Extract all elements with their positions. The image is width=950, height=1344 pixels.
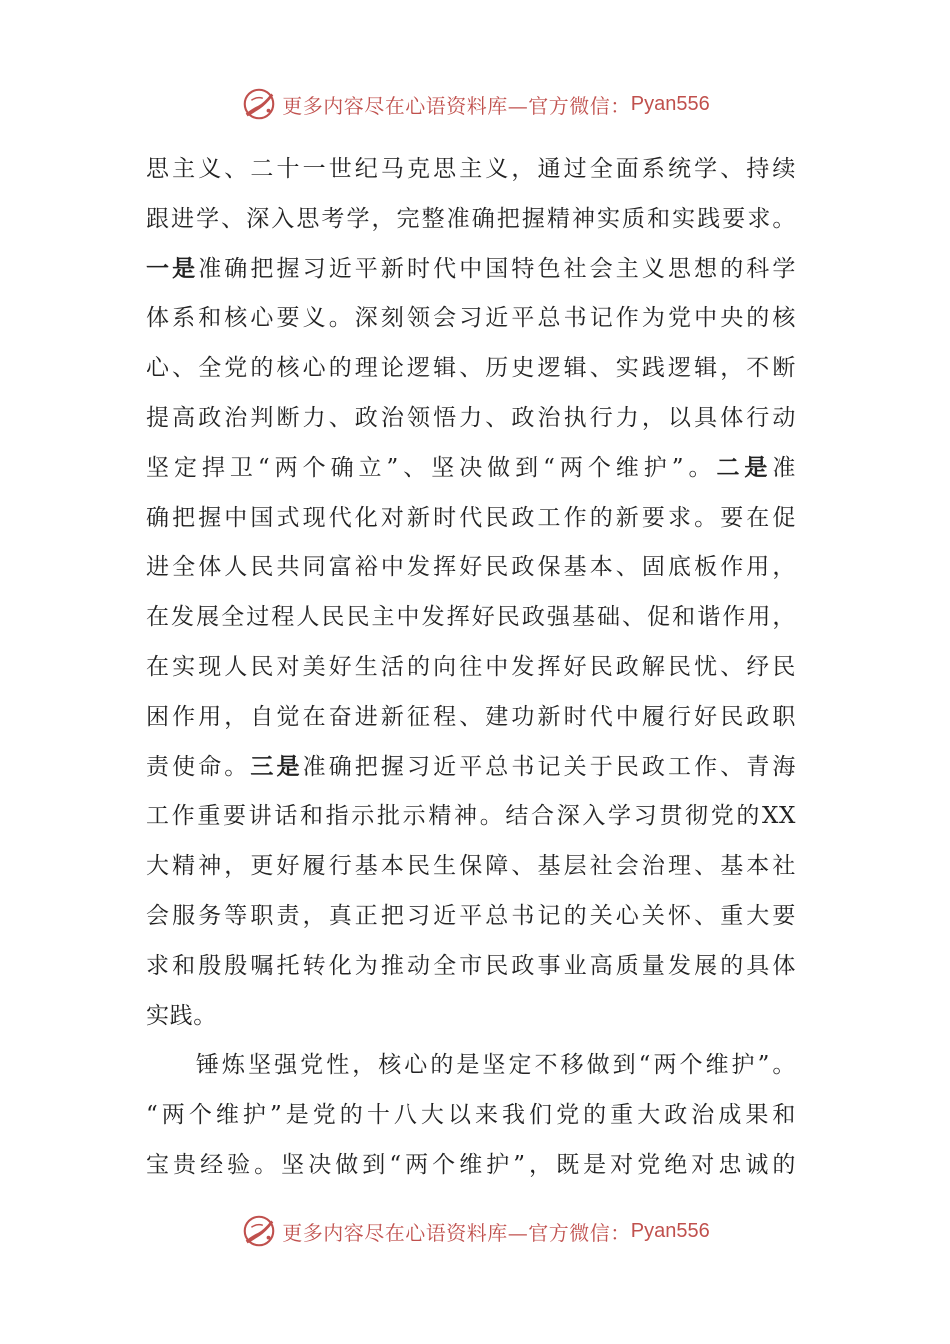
text-line <box>146 942 796 992</box>
text-line <box>146 444 796 494</box>
text-line <box>146 593 796 643</box>
text-segment: 提高政治判断力、政治领悟力、政治执行力，以具体行动 <box>146 404 796 431</box>
text-segment: 工作重要讲话和指示批示精神。结合深入学习贯彻党的XX <box>146 803 796 830</box>
header-banner-suffix: —官方微信： <box>507 93 631 118</box>
text-line <box>146 792 796 842</box>
text-line <box>146 195 796 245</box>
text-line <box>146 1141 796 1191</box>
text-line <box>146 394 796 444</box>
text-line <box>146 643 796 693</box>
footer-banner <box>0 1211 950 1251</box>
text-line <box>146 1041 796 1091</box>
text-segment: 会服务等职责，真正把习近平总书记的关心关怀、重大要 <box>146 902 796 929</box>
text-line <box>146 693 796 743</box>
text-line <box>146 494 796 544</box>
text-segment: 责使命。 <box>146 753 251 780</box>
header-banner <box>0 84 950 124</box>
text-line <box>146 245 796 295</box>
text-line <box>146 543 796 593</box>
text-line <box>146 892 796 942</box>
text-line <box>146 743 796 793</box>
text-segment: 宝贵经验。坚决做到“两个维护”，既是对党绝对忠诚的 <box>146 1151 796 1178</box>
text-segment: 在发展全过程人民民主中发挥好民政强基础、促和谐作用， <box>146 604 796 631</box>
footer-wechat-id: Pyan556 <box>630 1219 710 1242</box>
text-segment: 准确把握习近平总书记关于民政工作、青海 <box>302 753 796 780</box>
text-segment: 准确把握习近平新时代中国特色社会主义思想的科学 <box>198 255 796 282</box>
text-line <box>146 145 796 195</box>
text-segment: 锤炼坚强党性，核心的是坚定不移做到“两个维护”。 <box>196 1052 796 1079</box>
text-segment: 准 <box>772 454 797 481</box>
text-segment: 大精神，更好履行基本民生保障、基层社会治理、基本社 <box>146 853 796 880</box>
text-segment: 实践。 <box>146 1002 217 1029</box>
footer-banner-title: 更多内容尽在心语资料库 <box>282 1220 508 1245</box>
text-segment: 心、全党的核心的理论逻辑、历史逻辑、实践逻辑，不断 <box>146 355 796 382</box>
pen-logo-icon <box>240 1212 278 1250</box>
text-segment: 坚定捍卫“两个确立”、坚决做到“两个维护”。 <box>146 454 717 481</box>
text-line <box>146 294 796 344</box>
text-line <box>146 992 796 1042</box>
bold-marker: 二是 <box>716 454 773 481</box>
text-segment: 体系和核心要义。深刻领会习近平总书记作为党中央的核 <box>146 305 796 332</box>
text-segment: 困作用，自觉在奋进新征程、建功新时代中履行好民政职 <box>146 703 796 730</box>
text-line <box>146 344 796 394</box>
text-segment: 在实现人民对美好生活的向往中发挥好民政解民忧、纾民 <box>146 653 796 680</box>
text-segment: 思主义、二十一世纪马克思主义，通过全面系统学、持续 <box>146 156 796 182</box>
header-banner-title: 更多内容尽在心语资料库 <box>282 93 508 118</box>
pen-logo-icon <box>240 85 278 123</box>
text-line <box>146 1091 796 1141</box>
text-segment: 确把握中国式现代化对新时代民政工作的新要求。要在促 <box>146 504 796 531</box>
text-segment: 求和殷殷嘱托转化为推动全市民政事业高质量发展的具体 <box>146 952 796 979</box>
text-line <box>146 842 796 892</box>
text-segment: 进全体人民共同富裕中发挥好民政保基本、固底板作用， <box>146 554 796 581</box>
document-body <box>146 145 796 1191</box>
text-segment: “两个维护”是党的十八大以来我们党的重大政治成果和 <box>146 1102 796 1129</box>
bold-marker: 三是 <box>250 753 303 780</box>
footer-banner-suffix: —官方微信： <box>507 1220 631 1245</box>
text-segment: 跟进学、深入思考学，完整准确把握精神实质和实践要求。 <box>146 205 796 232</box>
header-wechat-id: Pyan556 <box>630 92 710 115</box>
bold-marker: 一是 <box>146 255 199 282</box>
